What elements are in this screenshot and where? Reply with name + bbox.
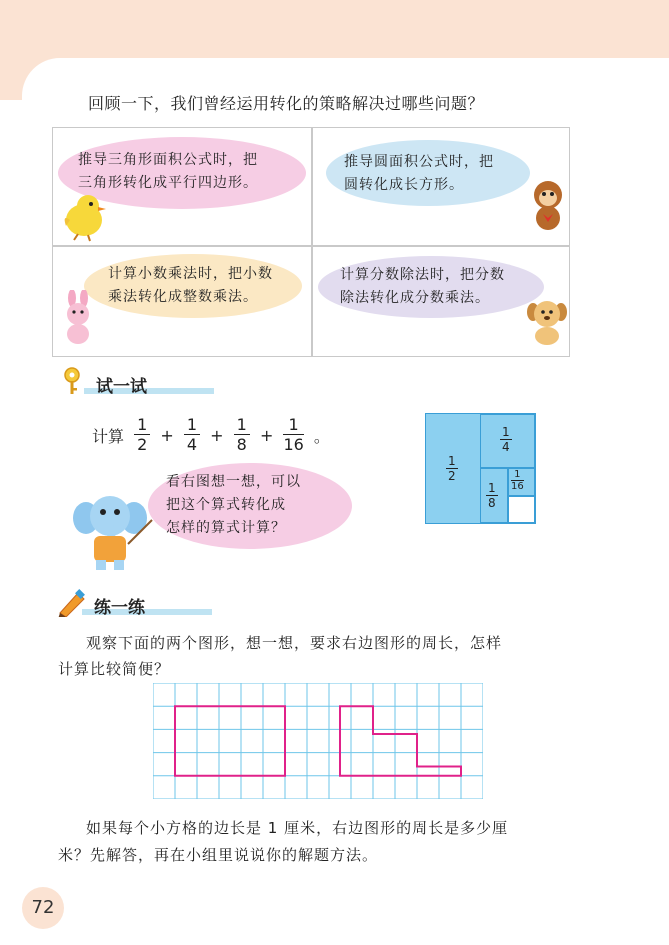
top-band [0,0,669,58]
fraction-term: $\frac{1}{2}$ [134,416,150,455]
perimeter-grid [153,683,483,799]
sixteenth-label: 1 16 [511,469,524,492]
speech-bubble-decimal [84,254,302,318]
page-number: 72 [22,887,64,929]
chick-icon [60,190,110,242]
bubble-line: 计算分数除法时，把分数 [340,267,505,283]
pen-icon [56,587,88,617]
eighth-label: 1 8 [488,481,496,510]
rabbit-icon [58,290,98,346]
section-title: 试一试 [96,377,147,397]
fraction-term: $\frac{1}{4}$ [184,416,200,455]
bubble-line: 三角形转化成平行四边形。 [78,175,258,191]
bubble-line: 看右图想一想，可以 [166,474,301,490]
half-label: 1 2 [448,454,456,483]
key-icon [60,366,88,396]
section-title: 练一练 [94,598,145,618]
bubble-line: 乘法转化成整数乘法。 [108,289,258,305]
practice-line: 计算比较简便？ [58,660,171,678]
practice-line: 观察下面的两个图形，想一想，要求右边图形的周长，怎样 [86,634,503,652]
monkey-icon [526,178,570,234]
puppy-icon [524,296,570,346]
speech-bubble-fraction [318,256,544,318]
bubble-line: 把这个算式转化成 [166,497,286,513]
bubble-line: 推导圆面积公式时，把 [344,154,494,170]
bubble-line: 除法转化成分数乘法。 [340,290,490,306]
table-divider-v [311,128,313,356]
section-header-practice [56,593,226,619]
plus-sign: + [160,426,174,445]
bubble-line: 怎样的算式计算？ [166,520,286,536]
plus-sign: + [210,426,224,445]
question-line: 如果每个小方格的边长是 1 厘米，右边图形的周长是多少厘 [86,819,509,837]
quarter-label: 1 4 [502,425,510,454]
speech-bubble-circle [326,140,530,206]
speech-bubble-elephant [148,463,352,549]
bubble-line: 圆转化成长方形。 [344,177,464,193]
plus-sign: + [259,426,274,445]
bubble-line: 计算小数乘法时，把小数 [108,266,273,282]
fraction-square-diagram [425,413,536,524]
fraction-term: $\frac{1}{8}$ [234,416,250,455]
calc-prefix: 计算 [92,427,125,446]
remaining-cell [508,496,535,523]
rectangle-shape [175,706,285,776]
stepped-shape [340,706,461,776]
calc-suffix: 。 [313,427,330,446]
table-divider-h [53,245,569,247]
fraction-term: $\frac{1}{16}$ [283,415,304,454]
section-header-try [58,372,228,398]
question-line: 米？先解答，再在小组里说说你的解题方法。 [58,846,379,864]
intro-question: 回顾一下，我们曾经运用转化的策略解决过哪些问题？ [88,94,485,113]
bubble-line: 推导三角形面积公式时，把 [78,152,258,168]
elephant-icon [72,490,154,574]
calculation-expression [89,416,333,460]
